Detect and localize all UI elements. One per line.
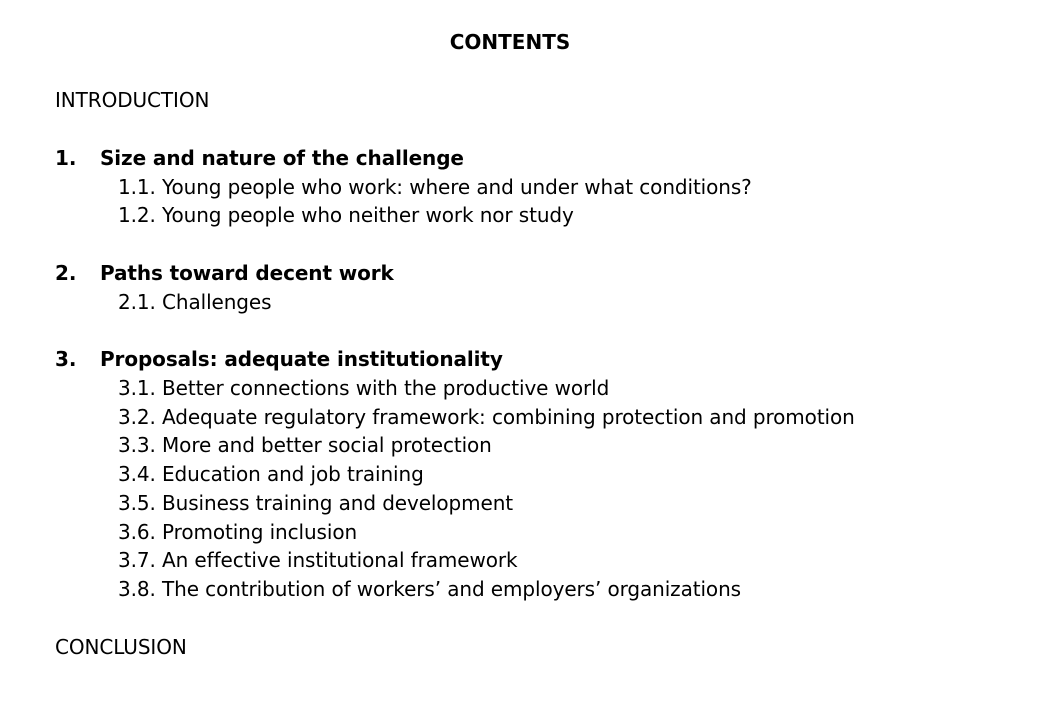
toc-subsection-3-6: 3.6. Promoting inclusion bbox=[118, 520, 358, 544]
toc-section-2 bbox=[55, 259, 394, 287]
toc-conclusion: CONCLUSION bbox=[55, 635, 187, 659]
section-number: 1. bbox=[55, 146, 77, 170]
toc-subsection-3-8: 3.8. The contribution of workers’ and employers’ organizations bbox=[118, 577, 741, 601]
section-number: 3. bbox=[55, 347, 77, 371]
page-title: CONTENTS bbox=[449, 30, 571, 54]
section-heading: Size and nature of the challenge bbox=[100, 146, 464, 170]
toc-section-1 bbox=[55, 144, 464, 172]
section-number: 2. bbox=[55, 261, 77, 285]
toc-subsection-1-2: 1.2. Young people who neither work nor study bbox=[118, 203, 574, 227]
toc-subsection-3-5: 3.5. Business training and development bbox=[118, 491, 514, 515]
toc-subsection-3-4: 3.4. Education and job training bbox=[118, 462, 424, 486]
toc-introduction: INTRODUCTION bbox=[55, 88, 210, 112]
toc-subsection-3-1: 3.1. Better connections with the productive world bbox=[118, 376, 610, 400]
section-heading: Paths toward decent work bbox=[100, 261, 394, 285]
toc-subsection-3-3: 3.3. More and better social protection bbox=[118, 433, 492, 457]
toc-section-3 bbox=[55, 345, 503, 373]
toc-subsection-3-7: 3.7. An effective institutional framework bbox=[118, 548, 518, 572]
section-heading: Proposals: adequate institutionality bbox=[100, 347, 503, 371]
toc-subsection-2-1: 2.1. Challenges bbox=[118, 290, 272, 314]
toc-subsection-3-2: 3.2. Adequate regulatory framework: combining protection and promotion bbox=[118, 405, 855, 429]
toc-subsection-1-1: 1.1. Young people who work: where and under what conditions? bbox=[118, 175, 752, 199]
